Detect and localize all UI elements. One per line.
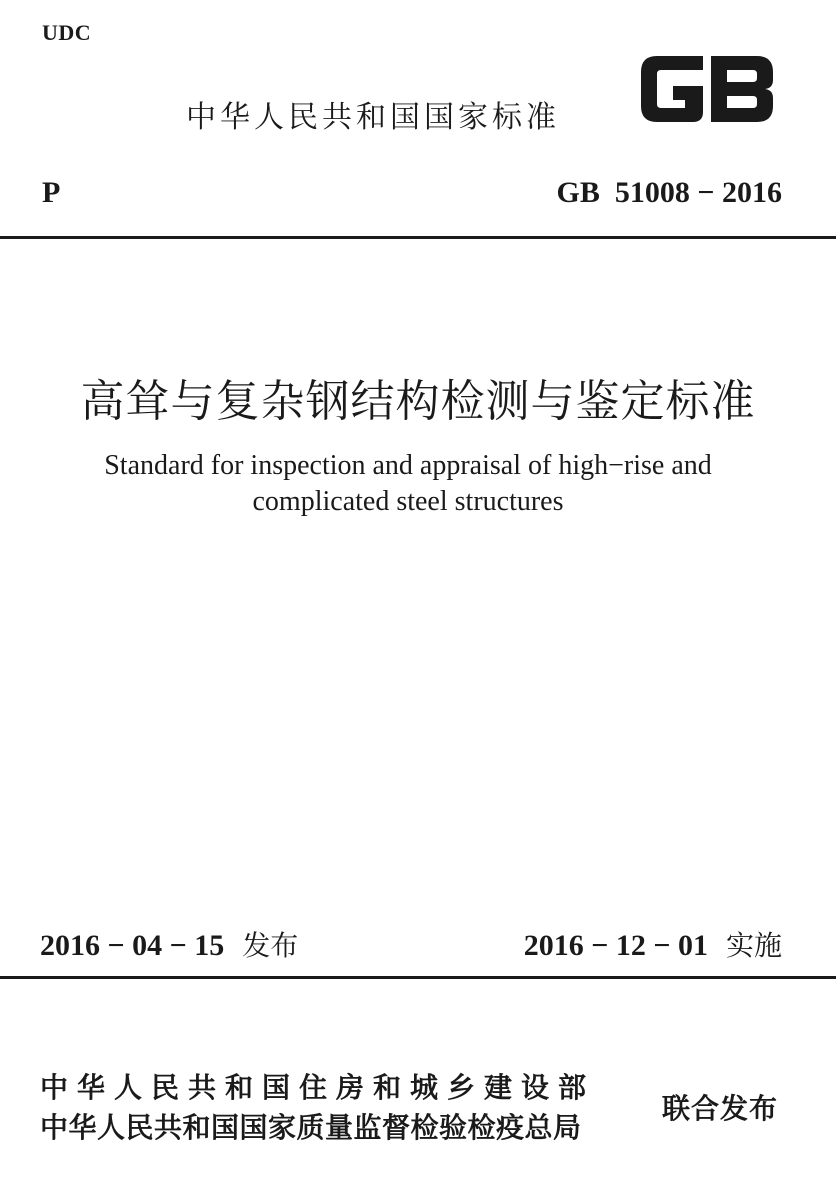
bottom-divider — [0, 976, 836, 979]
title-english — [0, 448, 816, 520]
national-standard-heading: 中华人民共和国国家标准 — [186, 100, 560, 135]
issuing-authorities — [40, 1068, 595, 1148]
joint-release-label: 联合发布 — [662, 1092, 779, 1125]
gb-logo — [633, 46, 781, 132]
udc-label: UDC — [42, 20, 92, 45]
issuer-ministry-housing: 中华人民共和国住房和城乡建设部 — [40, 1071, 596, 1104]
issue-date-block — [40, 924, 298, 964]
standard-number: GB 51008 − 2016 — [556, 176, 782, 209]
implementation-date-block — [524, 924, 782, 964]
issue-date: 2016 − 04 − 15 — [40, 929, 225, 962]
title-english-line-2: complicated steel structures — [252, 486, 564, 517]
implementation-date: 2016 − 12 − 01 — [523, 929, 708, 962]
title-chinese: 高耸与复杂钢结构检测与鉴定标准 — [80, 376, 756, 427]
issuer-quality-administration: 中华人民共和国国家质量监督检验检疫总局 — [40, 1111, 582, 1144]
classification-code: P — [42, 176, 61, 209]
implementation-label: 实施 — [725, 929, 782, 962]
title-english-line-1: Standard for inspection and appraisal of high−rise and — [104, 450, 712, 481]
issue-label: 发布 — [242, 929, 299, 962]
top-divider — [0, 236, 836, 239]
